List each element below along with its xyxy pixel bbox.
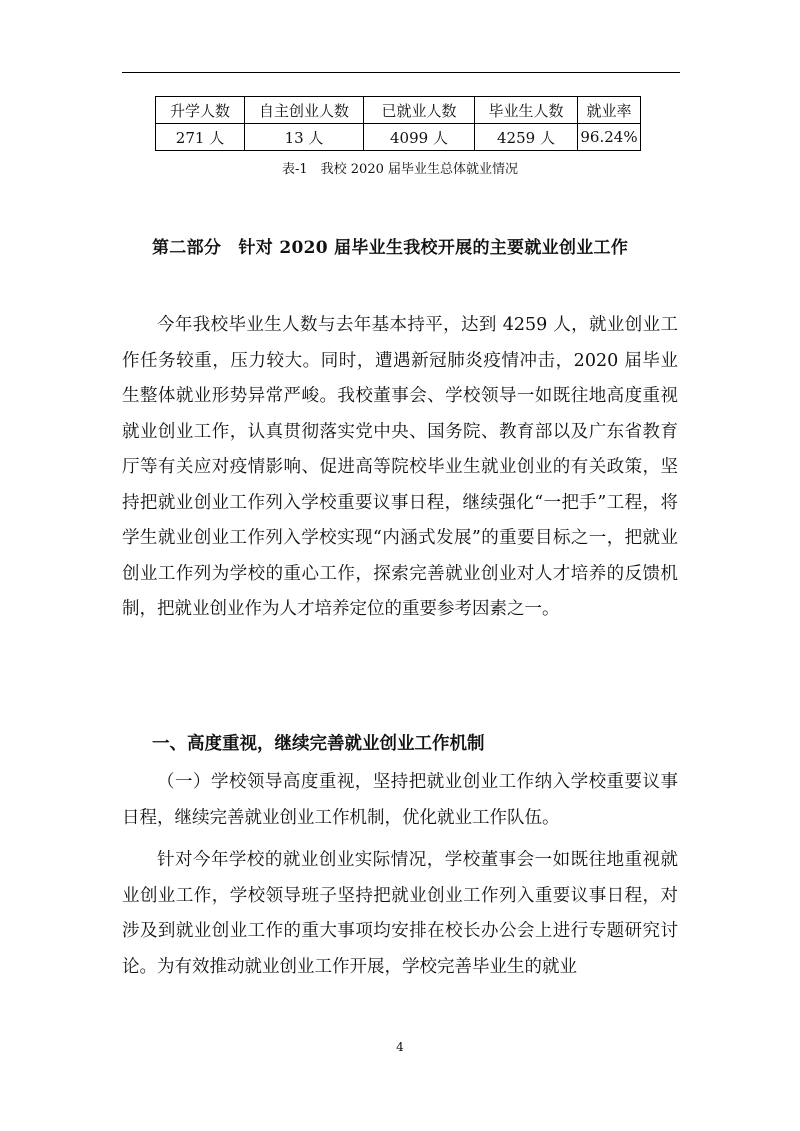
body-paragraph: 针对今年学校的就业创业实际情况，学校董事会一如既往地重视就业创业工作，学校领导班子坚持把就业创业工作列入重要议事日程，对涉及到就业创业工作的重大事项均安排在校长办公会上进行专题研究讨论。为有效推动就业创业工作开展，学校完善毕业生的就业 xyxy=(122,850,678,977)
table-header-row xyxy=(156,97,641,124)
table-cell: 4259 人 xyxy=(475,124,578,151)
table-header-cell: 升学人数 xyxy=(156,97,245,124)
table-cell: 96.24% xyxy=(578,124,641,151)
table-cell: 271 人 xyxy=(156,124,245,151)
table-caption: 表-1 我校 2020 届毕业生总体就业情况 xyxy=(281,162,518,177)
heading-level-1: 一、高度重视，继续完善就业创业工作机制 xyxy=(152,734,485,754)
table-cell: 13 人 xyxy=(245,124,364,151)
table-header-cell: 自主创业人数 xyxy=(245,97,364,124)
table-row xyxy=(156,124,641,151)
header-rule xyxy=(122,72,680,73)
table-cell: 4099 人 xyxy=(364,124,475,151)
intro-paragraph: 今年我校毕业生人数与去年基本持平，达到 4259 人，就业创业工作任务较重，压力较大。同时，遭遇新冠肺炎疫情冲击，2020 届毕业生整体就业形势异常严峻。我校董事会、学校领导一如既往地高度重视就业创业工作，认真贯彻落实党中央、国务院、教育部以及广东省教育厅等有关应对疫情影响、促进高等院校毕业生就业创业的有关政策，坚持把就业创业工作列入学校重要议事日程，继续强化“一把手”工程，将学生就业创业工作列入学校实现“内涵式发展”的重要目标之一，把就业创业工作列为学校的重心工作，探索完善就业创业对人才培养的反馈机制，把就业创业作为人才培养定位的重要参考因素之一。 xyxy=(122,315,678,619)
sub-paragraph: （一）学校领导高度重视，坚持把就业创业工作纳入学校重要议事日程，继续完善就业创业工作机制，优化就业工作队伍。 xyxy=(122,772,678,828)
employment-table xyxy=(155,96,641,151)
table-header-cell: 毕业生人数 xyxy=(475,97,578,124)
table-header-cell: 已就业人数 xyxy=(364,97,475,124)
page-number: 4 xyxy=(396,1040,404,1054)
table-header-cell: 就业率 xyxy=(578,97,641,124)
section-title: 第二部分 针对 2020 届毕业生我校开展的主要就业创业工作 xyxy=(152,238,629,258)
